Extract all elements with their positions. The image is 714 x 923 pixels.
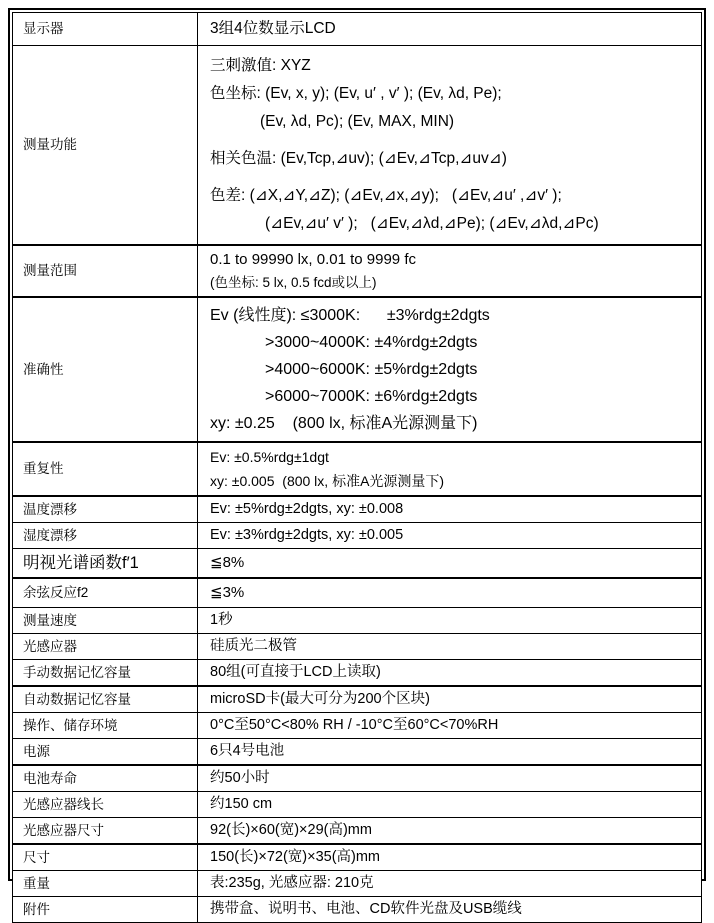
row-label-accuracy: 准确性 (13, 297, 198, 442)
row-value-battery-life (198, 765, 702, 792)
value-line: microSD卡(最大可分为200个区块) (210, 691, 430, 707)
row-label-temp-drift: 温度漂移 (13, 496, 198, 523)
row-label-repeatability: 重复性 (13, 442, 198, 496)
spec-table-body (13, 13, 702, 923)
value-line: (色坐标: 5 lx, 0.5 fcd或以上) (210, 275, 377, 290)
value-line: Ev: ±0.5%rdg±1dgt (210, 449, 329, 465)
row-label-accessories: 附件 (13, 897, 198, 923)
spec-row-repeatability (13, 442, 702, 496)
spec-row-auto-memory (13, 686, 702, 713)
row-value-range (198, 245, 702, 297)
value-line: 表:235g, 光感应器: 210克 (210, 875, 374, 891)
value-line: 150(长)×72(宽)×35(高)mm (210, 849, 381, 865)
row-label-manual-memory: 手动数据记忆容量 (13, 660, 198, 687)
spec-table-frame (8, 8, 706, 917)
row-value-humidity-drift (198, 523, 702, 549)
value-line: 色差: (⊿X,⊿Y,⊿Z); (⊿Ev,⊿x,⊿y); (⊿Ev,⊿u′ ,⊿v′ ); (210, 187, 562, 204)
row-value-display (198, 13, 702, 46)
spec-row-environment (13, 713, 702, 739)
row-value-speed (198, 608, 702, 634)
spec-row-temp-drift (13, 496, 702, 523)
spec-row-functions (13, 46, 702, 246)
value-line: 80组(可直接于LCD上读取) (210, 664, 381, 680)
row-value-accuracy (198, 297, 702, 442)
value-line: >6000~7000K: ±6%rdg±2dgts (265, 388, 478, 405)
value-line: 6只4号电池 (210, 743, 285, 759)
spec-row-weight (13, 871, 702, 897)
row-value-accessories (198, 897, 702, 923)
row-value-temp-drift (198, 496, 702, 523)
value-line: 相关色温: (Ev,Tcp,⊿uv); (⊿Ev,⊿Tcp,⊿uv⊿) (210, 150, 507, 167)
spec-row-sensor-cable (13, 792, 702, 818)
spec-row-accuracy (13, 297, 702, 442)
value-line: Ev (线性度): ≤3000K: ±3%rdg±2dgts (210, 307, 490, 324)
value-line: (⊿Ev,⊿u′ v′ ); (⊿Ev,⊿λd,⊿Pe); (⊿Ev,⊿λd,⊿Pc) (265, 215, 599, 232)
value-line: 携带盒、说明书、电池、CD软件光盘及USB缆线 (210, 901, 522, 917)
value-line: (Ev, λd, Pc); (Ev, MAX, MIN) (260, 113, 455, 130)
row-label-size: 尺寸 (13, 844, 198, 871)
row-label-range: 测量范围 (13, 245, 198, 297)
row-label-environment: 操作、储存环境 (13, 713, 198, 739)
row-value-sensor (198, 634, 702, 660)
spec-row-humidity-drift (13, 523, 702, 549)
value-line: xy: ±0.25 (800 lx, 标准A光源测量下) (210, 415, 478, 432)
row-value-size (198, 844, 702, 871)
row-label-auto-memory: 自动数据记忆容量 (13, 686, 198, 713)
value-line: 92(长)×60(宽)×29(高)mm (210, 822, 372, 838)
spec-row-size (13, 844, 702, 871)
spec-row-sensor-size (13, 818, 702, 845)
value-line: ≦8% (210, 554, 245, 571)
spec-row-accessories (13, 897, 702, 923)
row-value-weight (198, 871, 702, 897)
spec-row-battery-life (13, 765, 702, 792)
row-value-auto-memory (198, 686, 702, 713)
row-label-display: 显示器 (13, 13, 198, 46)
spec-row-power (13, 739, 702, 766)
row-value-photopic-f1 (198, 549, 702, 579)
value-line: 硅质光二极管 (210, 638, 297, 654)
spec-row-manual-memory (13, 660, 702, 687)
spec-row-sensor (13, 634, 702, 660)
row-label-cosine-f2: 余弦反应f2 (13, 578, 198, 608)
value-line: 色坐标: (Ev, x, y); (Ev, u′ , v′ ); (Ev, λd, Pe); (210, 85, 502, 102)
spec-row-photopic-f1 (13, 549, 702, 579)
row-label-sensor: 光感应器 (13, 634, 198, 660)
row-label-photopic-f1: 明视光谱函数f′1 (13, 549, 198, 579)
row-value-functions (198, 46, 702, 246)
row-value-repeatability (198, 442, 702, 496)
spec-row-speed (13, 608, 702, 634)
value-line: ≦3% (210, 584, 245, 601)
spec-row-range (13, 245, 702, 297)
value-line: 三刺激值: XYZ (210, 57, 311, 74)
value-line: >3000~4000K: ±4%rdg±2dgts (265, 334, 478, 351)
row-label-sensor-cable: 光感应器线长 (13, 792, 198, 818)
value-line: 0.1 to 99990 lx, 0.01 to 9999 fc (210, 251, 416, 268)
value-line: >4000~6000K: ±5%rdg±2dgts (265, 361, 478, 378)
value-line: 3组4位数显示LCD (210, 20, 336, 37)
value-line: Ev: ±3%rdg±2dgts, xy: ±0.005 (210, 527, 404, 543)
row-label-sensor-size: 光感应器尺寸 (13, 818, 198, 845)
row-value-power (198, 739, 702, 766)
row-value-environment (198, 713, 702, 739)
row-value-manual-memory (198, 660, 702, 687)
value-line: xy: ±0.005 (800 lx, 标准A光源测量下) (210, 473, 445, 489)
row-label-humidity-drift: 湿度漂移 (13, 523, 198, 549)
row-value-cosine-f2 (198, 578, 702, 608)
row-value-sensor-size (198, 818, 702, 845)
spec-row-cosine-f2 (13, 578, 702, 608)
row-label-functions: 测量功能 (13, 46, 198, 246)
value-line: 1秒 (210, 612, 233, 628)
value-line: Ev: ±5%rdg±2dgts, xy: ±0.008 (210, 501, 404, 517)
row-label-weight: 重量 (13, 871, 198, 897)
spec-table (12, 12, 702, 923)
row-label-power: 电源 (13, 739, 198, 766)
value-line: 0°C至50°C<80% RH / -10°C至60°C<70%RH (210, 717, 499, 733)
row-label-battery-life: 电池寿命 (13, 765, 198, 792)
row-label-speed: 测量速度 (13, 608, 198, 634)
value-line: 约150 cm (210, 796, 273, 812)
spec-row-display (13, 13, 702, 46)
row-value-sensor-cable (198, 792, 702, 818)
value-line: 约50小时 (210, 770, 270, 786)
